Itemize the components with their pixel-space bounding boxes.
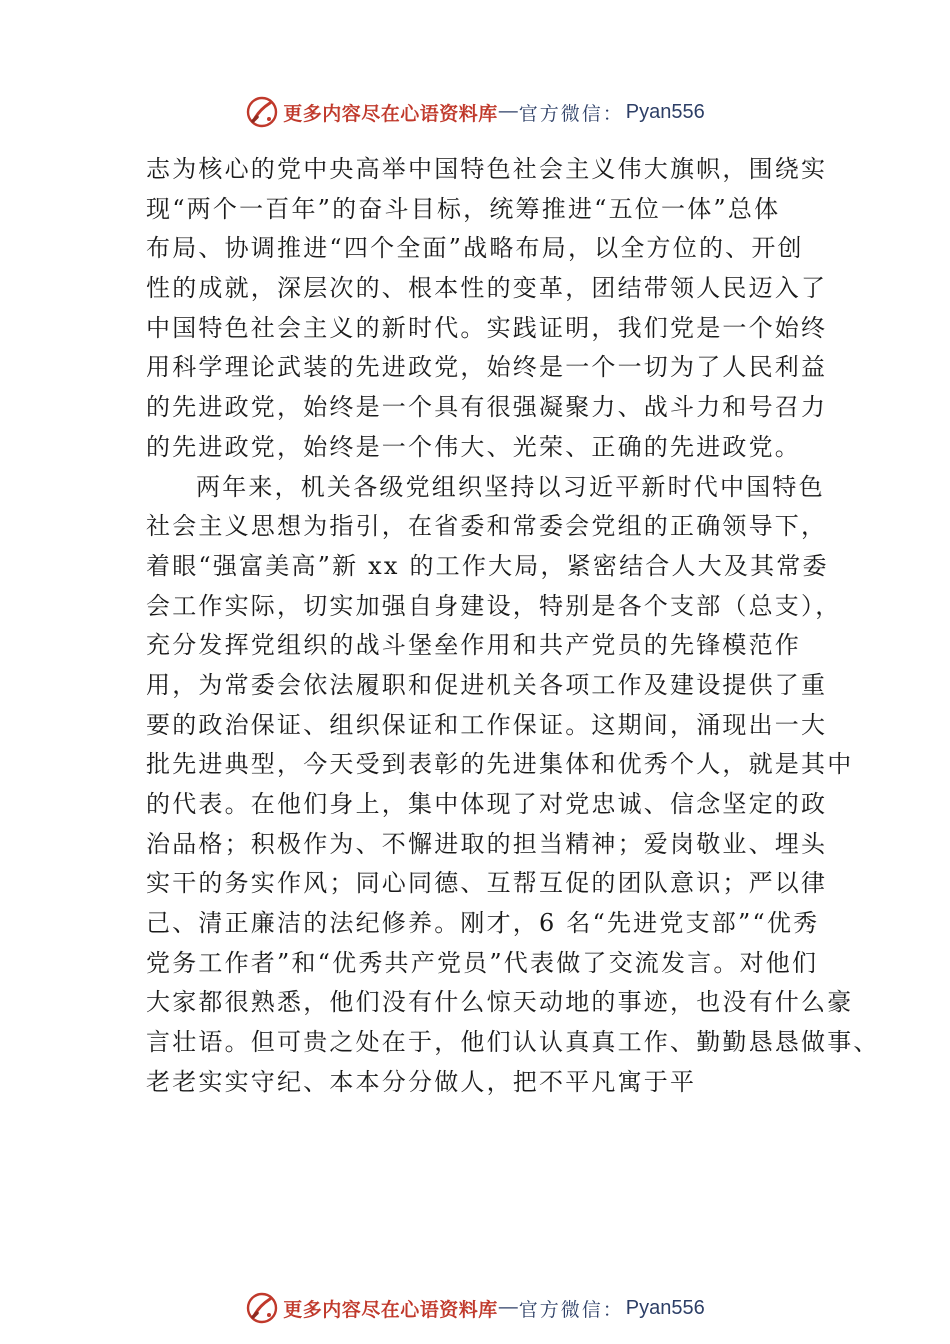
document-body xyxy=(146,150,880,1103)
paragraph-2 xyxy=(146,468,880,1103)
text-line: 用科学理论武装的先进政党，始终是一个一切为了人民利益 xyxy=(146,353,828,382)
text-line: 布局、协调推进“四个全面”战略布局，以全方位的、开创 xyxy=(146,234,804,263)
text-line: 充分发挥党组织的战斗堡垒作用和共产党员的先锋模范作 xyxy=(146,631,801,660)
text-line: 着眼“强富美高”新 xx 的工作大局，紧密结合人大及其常委 xyxy=(146,551,829,580)
banner-official-label: 官方微信： xyxy=(518,102,624,125)
text-line: 会工作实际，切实加强自身建设，特别是各个支部（总支）， xyxy=(146,591,842,620)
header-banner xyxy=(0,92,950,132)
brush-logo-icon xyxy=(245,95,279,129)
text-line: 的先进政党，始终是一个伟大、光荣、正确的先进政党。 xyxy=(146,432,801,461)
banner-dash: — xyxy=(498,1297,518,1318)
brush-logo-icon xyxy=(245,1291,279,1325)
text-line: 大家都很熟悉，他们没有什么惊天动地的事迹，也没有什么豪 xyxy=(146,988,854,1017)
footer-banner xyxy=(0,1288,950,1328)
text-line: 言壮语。但可贵之处在于，他们认认真真工作、勤勤恳恳做事、 xyxy=(146,1028,880,1057)
text-line: 志为核心的党中央高举中国特色社会主义伟大旗帜，围绕实 xyxy=(146,155,828,183)
text-line: 中国特色社会主义的新时代。实践证明，我们党是一个始终 xyxy=(146,313,828,342)
text-line: 老老实实守纪、本本分分做人，把不平凡寓于平 xyxy=(146,1067,697,1096)
text-line: 己、清正廉洁的法纪修养。刚才，6 名“先进党支部”“优秀 xyxy=(146,909,820,938)
text-line: 实干的务实作风；同心同德、互帮互促的团队意识；严以律 xyxy=(146,869,828,898)
banner-wechat-id: Pyan556 xyxy=(625,1296,705,1319)
banner-wechat-id: Pyan556 xyxy=(625,100,705,123)
text-line: 要的政治保证、组织保证和工作保证。这期间，涌现出一大 xyxy=(146,710,828,739)
banner-brand-text: 更多内容尽在心语资料库 xyxy=(283,102,498,125)
paragraph-1 xyxy=(146,150,826,468)
text-line: 批先进典型，今天受到表彰的先进集体和优秀个人，就是其中 xyxy=(146,750,854,779)
text-line: 的代表。在他们身上，集中体现了对党忠诚、信念坚定的政 xyxy=(146,790,828,818)
text-line: 的先进政党，始终是一个具有很强凝聚力、战斗力和号召力 xyxy=(146,393,828,422)
text-line: 用，为常委会依法履职和促进机关各项工作及建设提供了重 xyxy=(146,670,828,699)
banner-dash: — xyxy=(498,101,518,122)
text-line: 治品格；积极作为、不懈进取的担当精神；爱岗敬业、埋头 xyxy=(146,829,828,858)
banner-brand-text: 更多内容尽在心语资料库 xyxy=(283,1298,498,1321)
text-line: 两年来，机关各级党组织坚持以习近平新时代中国特色 xyxy=(196,472,825,501)
banner-official-label: 官方微信： xyxy=(518,1298,624,1321)
text-line: 党务工作者”和“优秀共产党员”代表做了交流发言。对他们 xyxy=(146,948,819,977)
text-line: 社会主义思想为指引，在省委和常委会党组的正确领导下， xyxy=(146,512,828,541)
text-line: 现“两个一百年”的奋斗目标，统筹推进“五位一体”总体 xyxy=(146,194,781,223)
text-line: 性的成就，深层次的、根本性的变革，团结带领人民迈入了 xyxy=(146,274,828,303)
